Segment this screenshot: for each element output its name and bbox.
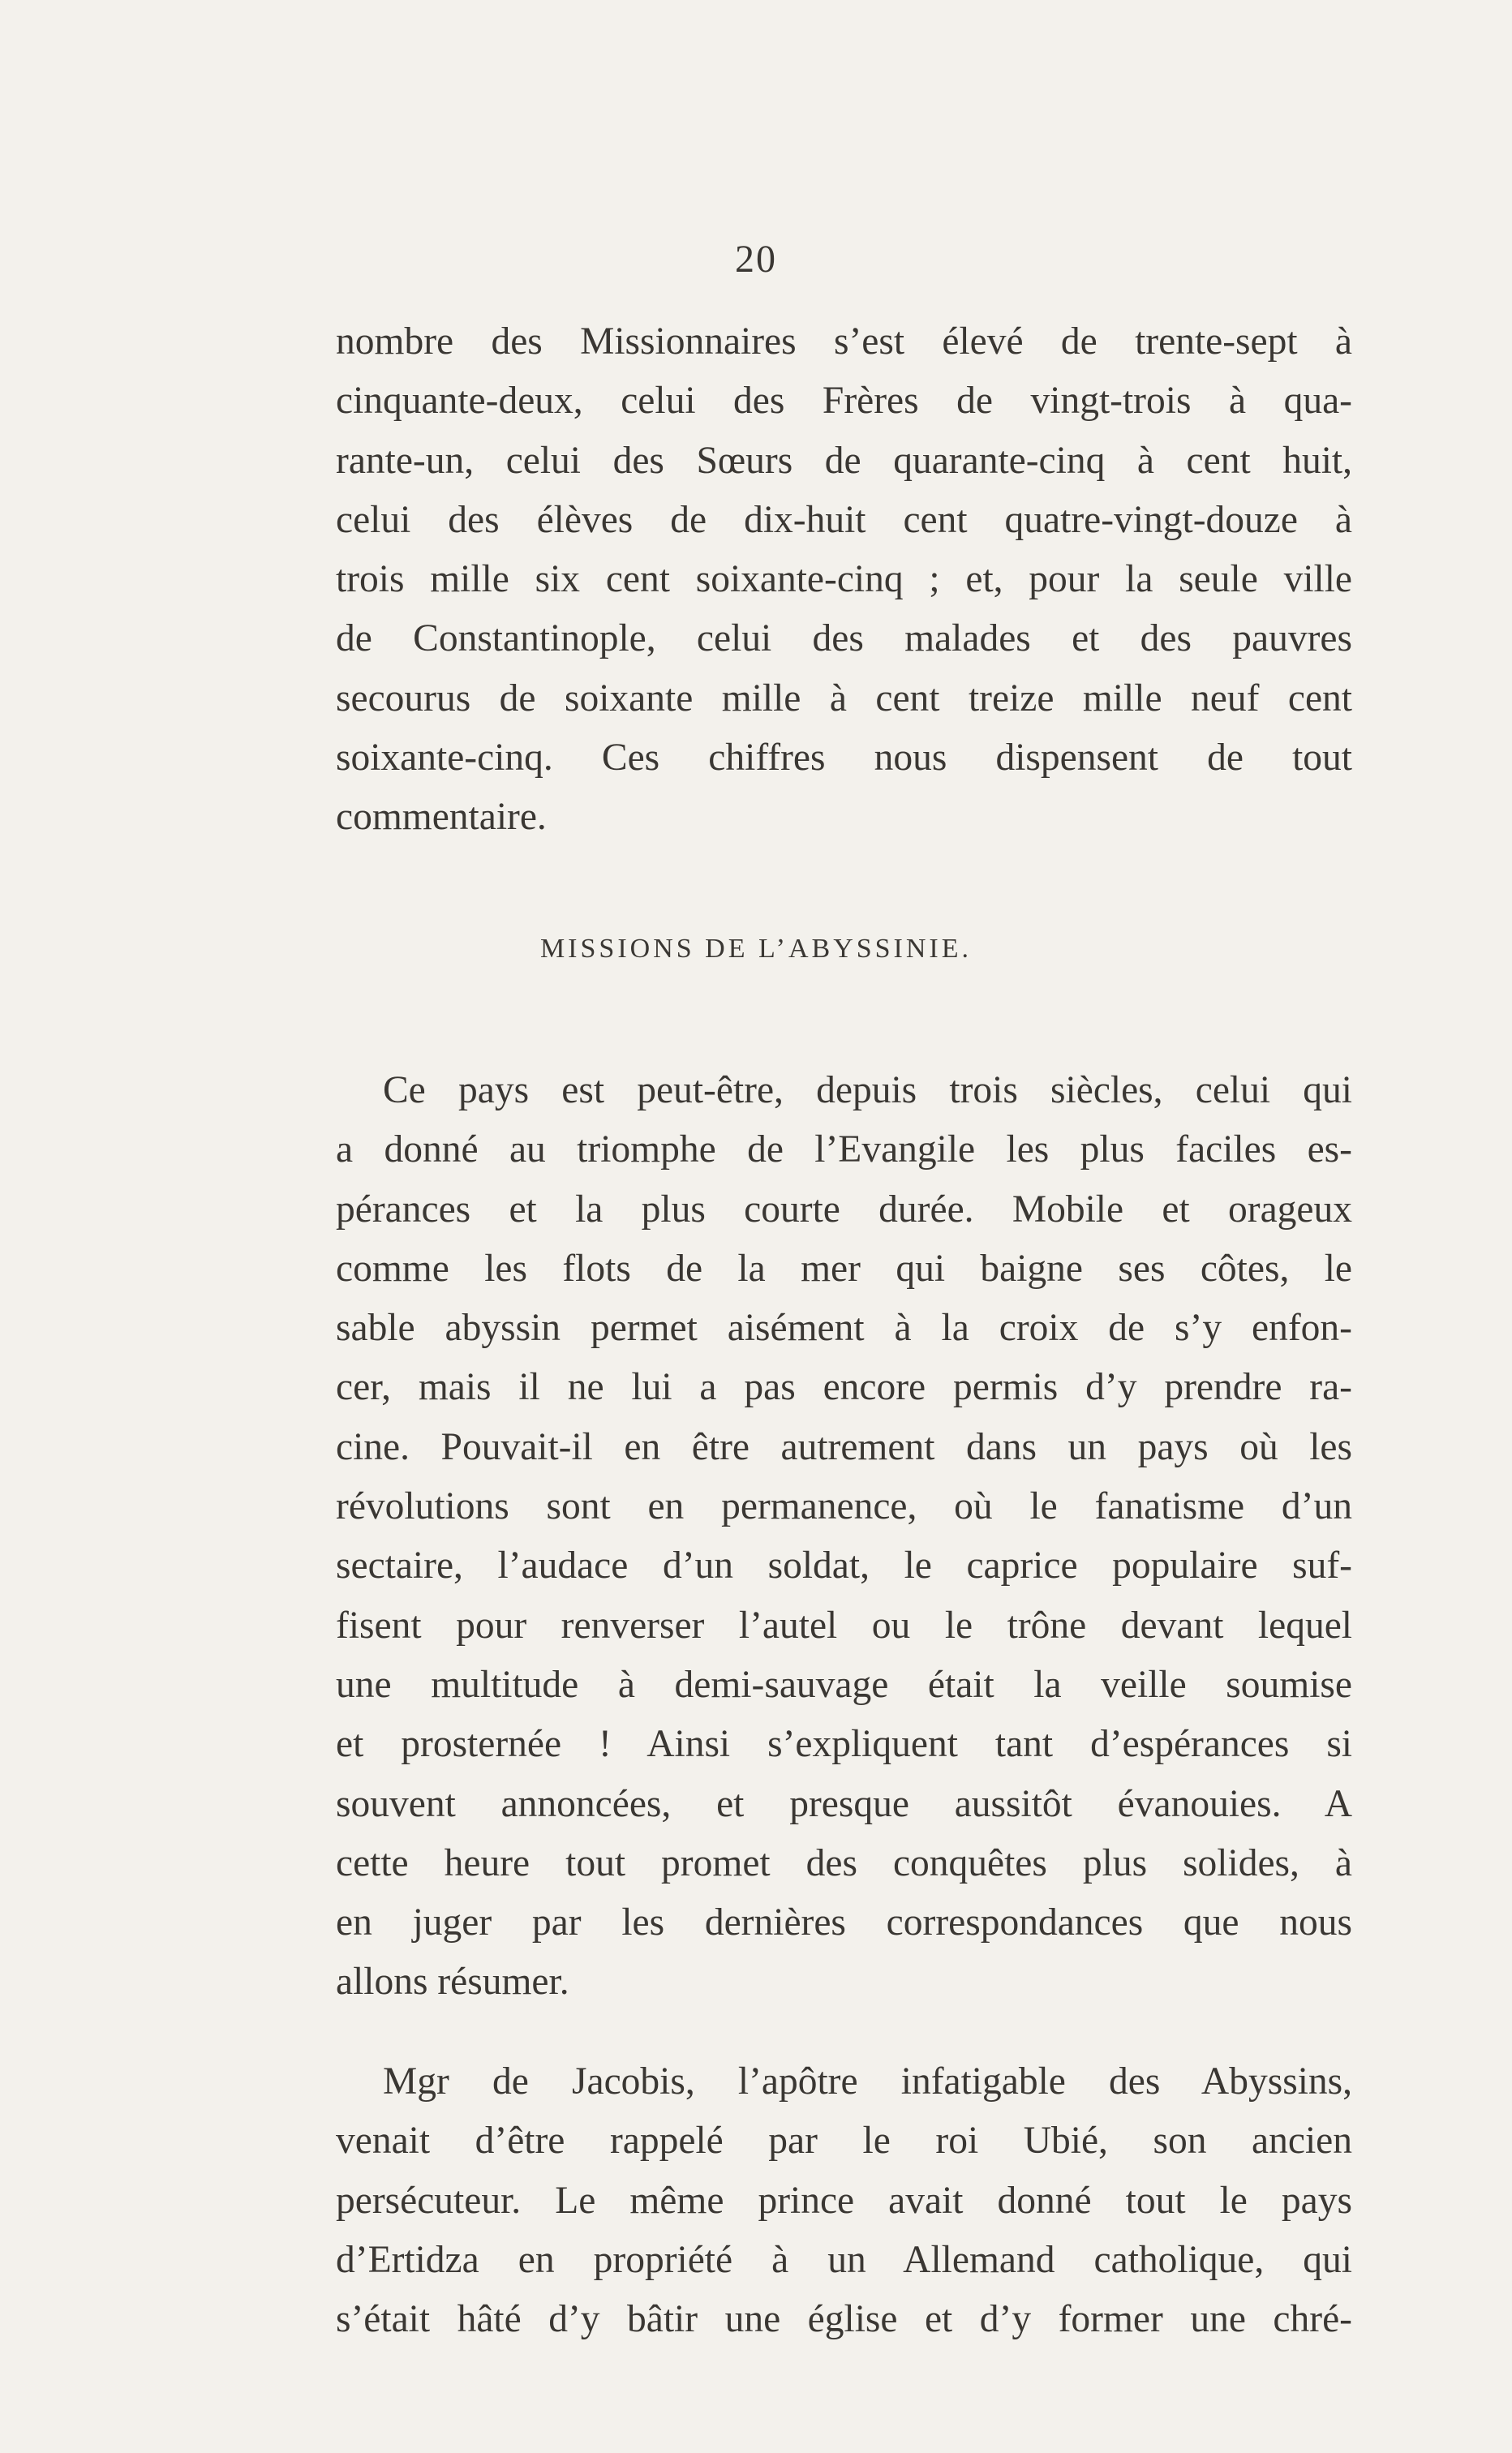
page-number: 20 bbox=[735, 238, 777, 281]
text-line: fisent pour renverser l’autel ou le trône devant lequel bbox=[336, 1604, 1352, 1647]
text-line: cinquante-deux, celui des Frères de vingt-trois à qua- bbox=[336, 380, 1352, 423]
text-line: nombre des Missionnaires s’est élevé de trente-sept à bbox=[336, 320, 1352, 363]
text-line: révolutions sont en permanence, où le fanatisme d’un bbox=[336, 1485, 1352, 1528]
text-line: cer, mais il ne lui a pas encore permis d’y prendre ra- bbox=[336, 1366, 1352, 1409]
text-line: souvent annoncées, et presque aussitôt évanouies. A bbox=[336, 1782, 1352, 1825]
text-line: allons résumer. bbox=[336, 1961, 569, 2004]
paragraph-abyssinia-intro bbox=[336, 1061, 1352, 2013]
text-line: s’était hâté d’y bâtir une église et d’y former une chré- bbox=[336, 2298, 1352, 2341]
text-line: persécuteur. Le même prince avait donné tout le pays bbox=[336, 2179, 1352, 2222]
text-line: rante-un, celui des Sœurs de quarante-cinq à cent huit, bbox=[336, 439, 1352, 482]
paragraph-jacobis bbox=[336, 2052, 1352, 2349]
paragraph-statistics bbox=[336, 312, 1352, 848]
text-line: sectaire, l’audace d’un soldat, le caprice populaire suf- bbox=[336, 1544, 1352, 1587]
text-line: secourus de soixante mille à cent treize mille neuf cent bbox=[336, 677, 1352, 720]
text-line: d’Ertidza en propriété à un Allemand catholique, qui bbox=[336, 2238, 1352, 2281]
section-heading: MISSIONS DE L’ABYSSINIE. bbox=[539, 934, 973, 964]
text-line: soixante-cinq. Ces chiffres nous dispensent de tout bbox=[336, 737, 1352, 780]
text-line: Mgr de Jacobis, l’apôtre infatigable des Abyssins, bbox=[383, 2060, 1352, 2103]
text-line: commentaire. bbox=[336, 796, 547, 839]
text-line: une multitude à demi-sauvage était la veille soumise bbox=[336, 1663, 1352, 1706]
text-line: cine. Pouvait-il en être autrement dans un pays où les bbox=[336, 1425, 1352, 1468]
text-line: venait d’être rappelé par le roi Ubié, son ancien bbox=[336, 2120, 1352, 2163]
text-line: celui des élèves de dix-huit cent quatre-vingt-douze à bbox=[336, 498, 1352, 541]
text-line: trois mille six cent soixante-cinq ; et, pour la seule ville bbox=[336, 558, 1352, 601]
text-line: Ce pays est peut-être, depuis trois siècles, celui qui bbox=[383, 1069, 1352, 1111]
text-line: de Constantinople, celui des malades et des pauvres bbox=[336, 617, 1352, 660]
text-line: a donné au triomphe de l’Evangile les plus faciles es- bbox=[336, 1128, 1352, 1171]
text-line: comme les flots de la mer qui baigne ses côtes, le bbox=[336, 1247, 1352, 1290]
text-line: sable abyssin permet aisément à la croix de s’y enfon- bbox=[336, 1307, 1352, 1350]
text-line: et prosternée ! Ainsi s’expliquent tant d’espérances si bbox=[336, 1723, 1352, 1766]
text-line: en juger par les dernières correspondances que nous bbox=[336, 1901, 1352, 1944]
text-line: pérances et la plus courte durée. Mobile et orageux bbox=[336, 1188, 1352, 1231]
text-line: cette heure tout promet des conquêtes plus solides, à bbox=[336, 1841, 1352, 1884]
